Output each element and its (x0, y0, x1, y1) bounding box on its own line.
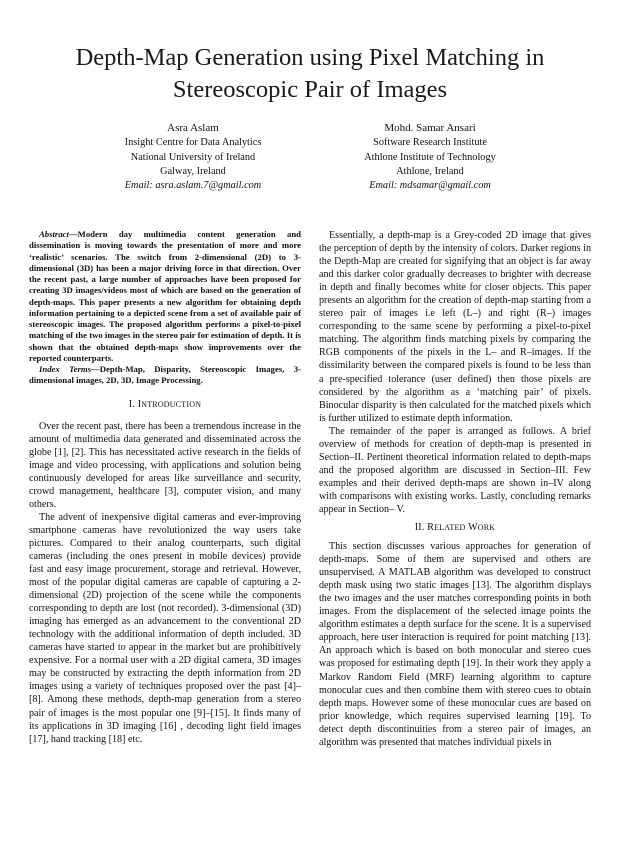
section-heading-related-work (319, 522, 591, 534)
abstract-text: —Modern day multimedia content generation and dissemination is moving towards the presentation of more and more ‘realistic’ scenarios. The switch from 2-dimensional (2D) to 3-dimensional (3D) has been a major driving force in that direction. Over the recent past, a large number of approaches have been proposed for creating 3D images/videos most of which are based on the generation of depth-maps. This paper presents a new algorithm for obtaining depth information pertaining to a depicted scene from a set of available pair of stereoscopic images. The proposed algorithm performs a pixel-to-pixel matching of the two images in the stereo pair for estimation of depth. It is shown that the obtained depth-maps show improvements over the reported counterparts. (29, 229, 301, 363)
section-initial: W (468, 522, 478, 534)
index-terms-lead: Index Terms (39, 364, 92, 374)
index-terms (29, 364, 301, 387)
paragraph: The remainder of the paper is arranged as follows. A brief overview of methods for creation of depth-map is presented in Section–II. Pertinent theoretical information related to depth-maps and the proposed algorithm are discussed in Section–III. Few examples and their derived depth-maps are shown in–IV along with comparisons with existing works. Lastly, concluding remarks appear in Section– V. (319, 425, 591, 515)
title-line-2: Stereoscopic Pair of Images (172, 76, 448, 103)
section-initial: R (427, 522, 435, 534)
author-affiliation: Insight Centre for Data Analytics (124, 137, 262, 149)
paragraph: The advent of inexpensive digital cameras and ever-improving smartphone cameras have revolutionized the way users take pictures. Compared to their analog counterparts, such digital cameras (including the ones present in mobile devices) provide fast and easy image procurement, storage and retrieval. However, most of the popular digital cameras are capable of capturing a 2-dimensional (2D) projection of the scene while the components corresponding to depth are lost (not recorded). 3-dimensional (3D) imaging has emerged as an advancement to the conventional 2D technology with the additional information of depth included. 3D cameras have started to appear in the market but are prohibitively expensive. For a normal user with a 2D digital camera, 3D images may be constructed by extracting the depth information from 2D images using a variety of techniques proposed over the past [4]–[8]. Among these methods, depth-map generation from a stereo pair of images is the most popular one [9]–[15]. It finds many of its applications in 3D imaging [16] , decoding light field images [17], hand tracking [18] etc. (29, 511, 301, 745)
author-name: Mohd. Samar Ansari (384, 122, 476, 134)
abstract-lead: Abstract (39, 229, 69, 239)
right-column (319, 229, 591, 749)
section-number: II. (414, 522, 425, 534)
author-affiliation: National University of Ireland (130, 151, 256, 163)
author-affiliation: Galway, Ireland (160, 165, 226, 177)
author-email: Email: mdsamar@gmail.com (369, 180, 491, 192)
author-email: Email: asra.aslam.7@gmail.com (124, 180, 262, 192)
paragraph: Essentially, a depth-map is a Grey-coded 2D image that gives the perception of depth by the intensity of colors. Darker regions in the Depth-Map are created for signifying that an object is far away and this darker color gradually decreases to brighter with decrease in depth and finally becomes white for closer objects. This paper presents an algorithm for the creation of depth-map starting from a stereo pair of images i.e left (L–) and right (R–) images corresponding to the same scene by performing a pixel-to-pixel matching. The algorithm finds matching pixels by comparing the RGB components of the pixels in the L– and R–images. If the dissimilarity between the compared pixels is found to be less than a pre-specified tolerance (user defined) then those pixels are considered by the algorithm as a ‘matching pair’ of pixels. Binocular disparity is then calculated for the matched pixels which is further utilized to estimate depth information. (319, 230, 591, 424)
left-column (29, 229, 301, 746)
paragraph: This section discusses various approaches for generation of depth-maps. Some of them are supervised and others are unsupervised. A MATLAB algorithm was developed to construct depth mask using two static images [13]. The algorithm displays the two images and the user matches corresponding points in both images. From the displacement of the selected image points the algorithm estimates a depth surface for the scene. It is a supervised approach, here user interaction is required for point matching [13]. An approach which is based on both monocular and stereo cues was proposed for estimating depth [19]. In their work they apply a Markov Random Field (MRF) learning algorithm to capture monocular cues and then combine them with stereo cues to obtain depth maps. However some of these monocular cues are based on prior knowledge, which requires supervised learning [19]. To detect depth discontinuities from a stereo pair of images, an algorithm was presented that matches individual pixels in (319, 541, 591, 748)
paper-title (0, 42, 620, 106)
index-terms-text: —Depth-Map, Disparity, Stereoscopic Images, 3-dimensional images, 2D, 3D, Image Processing. (29, 364, 302, 386)
author-affiliation: Athlone Institute of Technology (364, 151, 496, 163)
title-line-1: Depth-Map Generation using Pixel Matching in (75, 44, 545, 71)
section-initial: I (137, 398, 142, 410)
author-name: Asra Aslam (167, 122, 219, 134)
section-number: I. (128, 398, 135, 410)
section-heading-introduction (29, 399, 301, 411)
author-block-1 (93, 121, 293, 193)
abstract (29, 229, 301, 364)
author-affiliation: Athlone, Ireland (396, 165, 464, 177)
section-rest: NTRODUCTION (141, 399, 202, 409)
author-affiliation: Software Research Institute (373, 137, 487, 149)
section-rest: ORK (477, 523, 496, 533)
section-rest: ELATED (434, 523, 466, 533)
author-block-2 (330, 121, 530, 193)
paragraph: Over the recent past, there has been a tremendous increase in the amount of multimedia data generated and disseminated across the globe [1], [2]. This has necessitated active research in the fields of image and video processing, with applications and solution being continuously developed for areas like surveillance and security, crowd management, healthcare [3], computer vision, and many others. (29, 420, 301, 510)
